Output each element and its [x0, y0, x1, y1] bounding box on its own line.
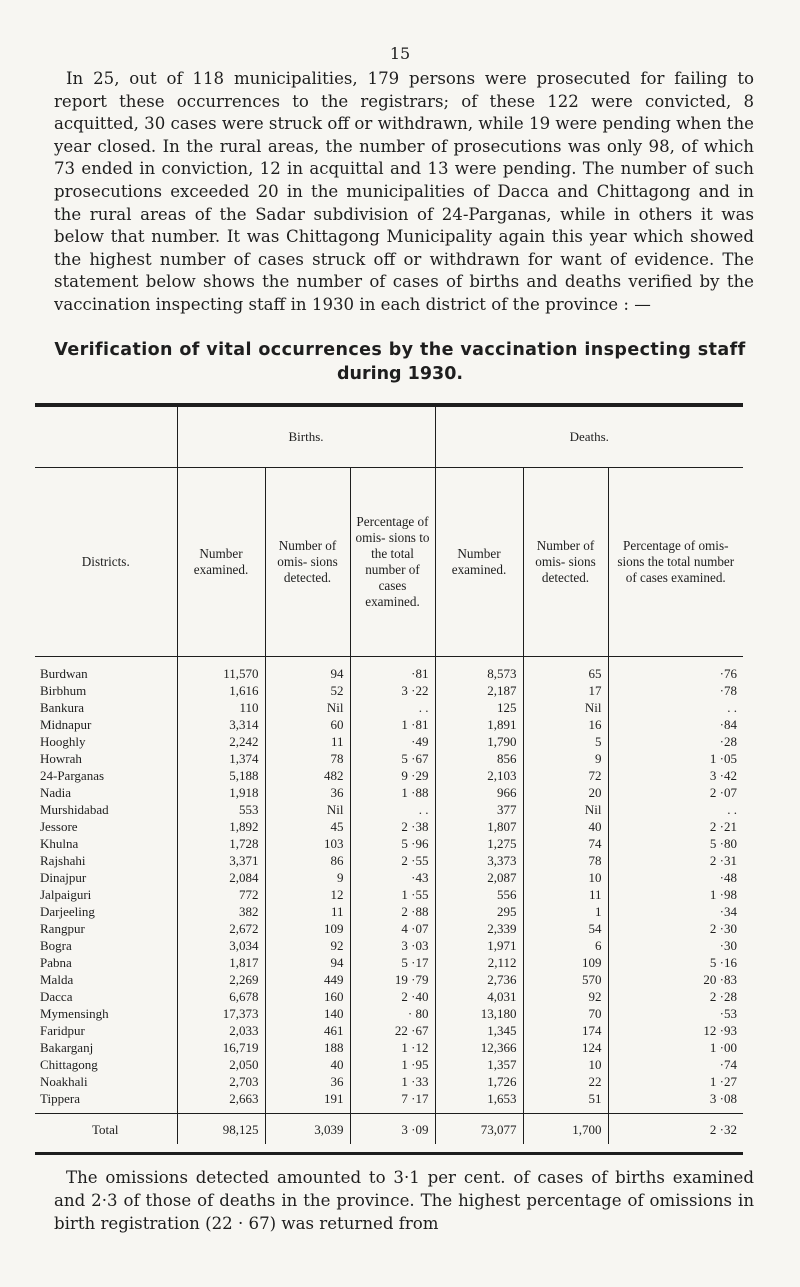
births-detected: 482	[265, 767, 350, 784]
deaths-omissions-detected-header: Number of omis- sions detected.	[523, 468, 608, 657]
deaths-examined: 8,573	[435, 657, 523, 683]
births-percentage: 1 ·88	[350, 784, 435, 801]
deaths-percentage: 2 ·07	[608, 784, 743, 801]
table-row	[35, 750, 743, 767]
district-name: Jalpaiguri	[40, 887, 92, 902]
births-detected: 160	[265, 988, 350, 1005]
table-row	[35, 937, 743, 954]
table-row	[35, 767, 743, 784]
deaths-number-examined-header: Number examined.	[435, 468, 523, 657]
deaths-percentage: 2 ·31	[608, 852, 743, 869]
births-examined: 2,269	[177, 971, 265, 988]
deaths-detected: 10	[523, 1056, 608, 1073]
births-examined: 382	[177, 903, 265, 920]
births-detected: 449	[265, 971, 350, 988]
table-row	[35, 886, 743, 903]
table-row	[35, 699, 743, 716]
table-row	[35, 988, 743, 1005]
deaths-examined: 2,103	[435, 767, 523, 784]
district-name: Faridpur	[40, 1023, 85, 1038]
table-row	[35, 835, 743, 852]
table-body	[35, 657, 743, 1114]
table-title	[0, 338, 800, 386]
deaths-examined: 2,112	[435, 954, 523, 971]
deaths-percentage: 5 ·80	[608, 835, 743, 852]
deaths-percentage: 5 ·16	[608, 954, 743, 971]
births-percentage: 5 ·96	[350, 835, 435, 852]
births-percentage: 3 ·03	[350, 937, 435, 954]
deaths-examined: 2,339	[435, 920, 523, 937]
births-detected: 86	[265, 852, 350, 869]
births-percentage: . .	[350, 801, 435, 818]
deaths-percentage: 1 ·98	[608, 886, 743, 903]
district-name: Hooghly	[40, 734, 86, 749]
district-name: Chittagong	[40, 1057, 98, 1072]
deaths-detected: 124	[523, 1039, 608, 1056]
births-examined: 1,892	[177, 818, 265, 835]
deaths-examined: 377	[435, 801, 523, 818]
table-row	[35, 1090, 743, 1114]
district-name: Birbhum	[40, 683, 87, 698]
district-name: Nadia	[40, 785, 72, 800]
district-name: Rajshahi	[40, 853, 86, 868]
births-detected: 12	[265, 886, 350, 903]
births-detected: 109	[265, 920, 350, 937]
deaths-percentage: ·48	[608, 869, 743, 886]
births-number-examined-header: Number examined.	[177, 468, 265, 657]
deaths-percentage: 3 ·08	[608, 1090, 743, 1114]
district-name: Rangpur	[40, 921, 85, 936]
deaths-percentage: ·28	[608, 733, 743, 750]
births-examined: 1,728	[177, 835, 265, 852]
table-row	[35, 869, 743, 886]
births-detected: 92	[265, 937, 350, 954]
total-births-examined: 98,125	[177, 1114, 265, 1145]
district-name: Khulna	[40, 836, 79, 851]
births-detected: 140	[265, 1005, 350, 1022]
births-detected: Nil	[265, 801, 350, 818]
births-examined: 17,373	[177, 1005, 265, 1022]
deaths-detected: 51	[523, 1090, 608, 1114]
table-row	[35, 733, 743, 750]
deaths-percentage: ·78	[608, 682, 743, 699]
district-name: Jessore	[40, 819, 78, 834]
deaths-detected: 1	[523, 903, 608, 920]
total-label: Total	[35, 1114, 177, 1145]
districts-column-header: Districts.	[35, 468, 177, 657]
births-percentage: 19 ·79	[350, 971, 435, 988]
births-detected: 11	[265, 733, 350, 750]
births-percentage: . .	[350, 699, 435, 716]
deaths-examined: 2,187	[435, 682, 523, 699]
total-row	[35, 1114, 743, 1145]
deaths-examined: 1,653	[435, 1090, 523, 1114]
table-row	[35, 954, 743, 971]
district-name: Noakhali	[40, 1074, 88, 1089]
deaths-examined: 2,736	[435, 971, 523, 988]
births-examined: 772	[177, 886, 265, 903]
births-examined: 3,034	[177, 937, 265, 954]
district-name: Darjeeling	[40, 904, 95, 919]
births-examined: 2,033	[177, 1022, 265, 1039]
table-row	[35, 784, 743, 801]
deaths-detected: 109	[523, 954, 608, 971]
deaths-group-header: Deaths.	[435, 407, 743, 468]
district-name: Mymensingh	[40, 1006, 109, 1021]
births-percentage: ·49	[350, 733, 435, 750]
deaths-examined: 856	[435, 750, 523, 767]
births-percentage: 5 ·67	[350, 750, 435, 767]
deaths-percentage: 1 ·00	[608, 1039, 743, 1056]
births-percentage: 4 ·07	[350, 920, 435, 937]
deaths-percentage: 2 ·30	[608, 920, 743, 937]
births-detected: 94	[265, 954, 350, 971]
table-title-line-2: during 1930.	[336, 364, 464, 384]
deaths-examined: 2,087	[435, 869, 523, 886]
deaths-detected: 5	[523, 733, 608, 750]
district-name: Dinajpur	[40, 870, 87, 885]
births-detected: 78	[265, 750, 350, 767]
deaths-detected: 10	[523, 869, 608, 886]
district-name: Pabna	[40, 955, 72, 970]
deaths-percentage: ·30	[608, 937, 743, 954]
district-name: Howrah	[40, 751, 82, 766]
table-row	[35, 971, 743, 988]
deaths-percentage: ·53	[608, 1005, 743, 1022]
deaths-detected: 40	[523, 818, 608, 835]
births-detected: 9	[265, 869, 350, 886]
deaths-examined: 3,373	[435, 852, 523, 869]
births-percentage: 2 ·38	[350, 818, 435, 835]
deaths-examined: 966	[435, 784, 523, 801]
table-row	[35, 716, 743, 733]
births-percentage: 1 ·81	[350, 716, 435, 733]
deaths-examined: 1,891	[435, 716, 523, 733]
deaths-examined: 1,807	[435, 818, 523, 835]
deaths-detected: 72	[523, 767, 608, 784]
births-examined: 2,050	[177, 1056, 265, 1073]
deaths-examined: 1,971	[435, 937, 523, 954]
births-examined: 1,616	[177, 682, 265, 699]
table-row	[35, 1039, 743, 1056]
deaths-detected: 74	[523, 835, 608, 852]
total-births-percentage: 3 ·09	[350, 1114, 435, 1145]
births-detected: 40	[265, 1056, 350, 1073]
deaths-examined: 4,031	[435, 988, 523, 1005]
table-row	[35, 1022, 743, 1039]
district-name: Tippera	[40, 1091, 80, 1106]
table-row	[35, 920, 743, 937]
births-examined: 2,663	[177, 1090, 265, 1114]
deaths-percentage: 2 ·21	[608, 818, 743, 835]
births-detected: 103	[265, 835, 350, 852]
deaths-detected: 16	[523, 716, 608, 733]
deaths-examined: 1,357	[435, 1056, 523, 1073]
births-examined: 1,817	[177, 954, 265, 971]
deaths-detected: 174	[523, 1022, 608, 1039]
deaths-examined: 1,790	[435, 733, 523, 750]
deaths-detected: 92	[523, 988, 608, 1005]
deaths-examined: 1,275	[435, 835, 523, 852]
births-percentage: 2 ·88	[350, 903, 435, 920]
births-examined: 2,703	[177, 1073, 265, 1090]
district-name: Bogra	[40, 938, 72, 953]
births-detected: Nil	[265, 699, 350, 716]
district-name: Dacca	[40, 989, 73, 1004]
births-examined: 2,084	[177, 869, 265, 886]
table-row	[35, 1005, 743, 1022]
births-percentage-header: Percentage of omis- sions to the total number of cases examined.	[350, 468, 435, 657]
outro-paragraph: The omissions detected amounted to 3·1 per cent. of cases of births examined and 2·3 of those of deaths in the province. The highest percentage of omissions in birth registration (22 · 67) was returned from	[54, 1168, 754, 1233]
table-row	[35, 1056, 743, 1073]
births-percentage: 1 ·12	[350, 1039, 435, 1056]
deaths-percentage: . .	[608, 801, 743, 818]
births-detected: 11	[265, 903, 350, 920]
births-examined: 3,371	[177, 852, 265, 869]
deaths-percentage: ·76	[608, 657, 743, 683]
births-examined: 1,374	[177, 750, 265, 767]
births-detected: 36	[265, 784, 350, 801]
births-detected: 461	[265, 1022, 350, 1039]
district-name: Bakarganj	[40, 1040, 94, 1055]
deaths-examined: 1,726	[435, 1073, 523, 1090]
births-omissions-detected-header: Number of omis- sions detected.	[265, 468, 350, 657]
deaths-detected: 54	[523, 920, 608, 937]
births-percentage: 2 ·55	[350, 852, 435, 869]
deaths-examined: 295	[435, 903, 523, 920]
births-detected: 45	[265, 818, 350, 835]
births-examined: 2,672	[177, 920, 265, 937]
deaths-percentage: 2 ·28	[608, 988, 743, 1005]
blank-header	[35, 407, 177, 468]
births-examined: 110	[177, 699, 265, 716]
births-percentage: 5 ·17	[350, 954, 435, 971]
deaths-detected: 22	[523, 1073, 608, 1090]
total-births-detected: 3,039	[265, 1114, 350, 1145]
deaths-percentage: 1 ·05	[608, 750, 743, 767]
deaths-examined: 125	[435, 699, 523, 716]
district-name: Midnapur	[40, 717, 92, 732]
table-row	[35, 818, 743, 835]
deaths-percentage: . .	[608, 699, 743, 716]
births-examined: 1,918	[177, 784, 265, 801]
intro-paragraph: In 25, out of 118 municipalities, 179 persons were prosecuted for failing to report these occurrences to the registrars; of these 122 were convicted, 8 acquitted, 30 cases were struck off or withdrawn, while 19 were pending when the year closed. In the rural areas, the number of prosecutions was only 98, of which 73 ended in conviction, 12 in acquittal and 13 were pending. The number of such prosecutions exceeded 20 in the municipalities of Dacca and Chittagong and in the rural areas of the Sadar subdivision of 24-Parganas, while in others it was below that number. It was Chittagong Municipality again this year which showed the highest number of cases struck off or withdrawn for want of evidence. The statement below shows the number of cases of births and deaths verified by the vaccination inspecting staff in 1930 in each district of the province : —	[54, 69, 754, 314]
births-examined: 3,314	[177, 716, 265, 733]
table-row	[35, 682, 743, 699]
births-detected: 191	[265, 1090, 350, 1114]
births-percentage: 1 ·55	[350, 886, 435, 903]
births-detected: 60	[265, 716, 350, 733]
deaths-detected: 70	[523, 1005, 608, 1022]
table-bottom-rule	[35, 1152, 743, 1155]
births-percentage: · 80	[350, 1005, 435, 1022]
verification-table	[35, 407, 743, 1144]
deaths-detected: 6	[523, 937, 608, 954]
deaths-detected: Nil	[523, 699, 608, 716]
births-detected: 188	[265, 1039, 350, 1056]
district-name: 24-Parganas	[40, 768, 105, 783]
births-percentage: ·43	[350, 869, 435, 886]
deaths-percentage-header: Percentage of omis- sions the total number of cases examined.	[608, 468, 743, 657]
births-percentage: 7 ·17	[350, 1090, 435, 1114]
table-row	[35, 852, 743, 869]
table-row	[35, 657, 743, 683]
births-percentage: 22 ·67	[350, 1022, 435, 1039]
births-examined: 5,188	[177, 767, 265, 784]
births-detected: 52	[265, 682, 350, 699]
deaths-percentage: ·74	[608, 1056, 743, 1073]
deaths-percentage: ·84	[608, 716, 743, 733]
deaths-examined: 556	[435, 886, 523, 903]
table-row	[35, 801, 743, 818]
births-examined: 553	[177, 801, 265, 818]
deaths-detected: 65	[523, 657, 608, 683]
district-name: Bankura	[40, 700, 85, 715]
deaths-examined: 13,180	[435, 1005, 523, 1022]
deaths-examined: 1,345	[435, 1022, 523, 1039]
table-row	[35, 903, 743, 920]
births-percentage: 3 ·22	[350, 682, 435, 699]
births-percentage: ·81	[350, 657, 435, 683]
births-examined: 6,678	[177, 988, 265, 1005]
deaths-percentage: ·34	[608, 903, 743, 920]
births-percentage: 9 ·29	[350, 767, 435, 784]
births-examined: 16,719	[177, 1039, 265, 1056]
births-detected: 36	[265, 1073, 350, 1090]
births-detected: 94	[265, 657, 350, 683]
deaths-detected: 11	[523, 886, 608, 903]
total-deaths-detected: 1,700	[523, 1114, 608, 1145]
births-group-header: Births.	[177, 407, 435, 468]
deaths-detected: 20	[523, 784, 608, 801]
total-deaths-examined: 73,077	[435, 1114, 523, 1145]
table-title-line-1: Verification of vital occurrences by the vaccination inspecting staff	[54, 340, 746, 360]
births-percentage: 2 ·40	[350, 988, 435, 1005]
births-percentage: 1 ·95	[350, 1056, 435, 1073]
births-percentage: 1 ·33	[350, 1073, 435, 1090]
deaths-percentage: 1 ·27	[608, 1073, 743, 1090]
deaths-detected: Nil	[523, 801, 608, 818]
total-deaths-percentage: 2 ·32	[608, 1114, 743, 1145]
births-examined: 2,242	[177, 733, 265, 750]
deaths-percentage: 20 ·83	[608, 971, 743, 988]
district-name: Murshidabad	[40, 802, 109, 817]
table-row	[35, 1073, 743, 1090]
deaths-percentage: 12 ·93	[608, 1022, 743, 1039]
deaths-examined: 12,366	[435, 1039, 523, 1056]
district-name: Malda	[40, 972, 74, 987]
deaths-detected: 78	[523, 852, 608, 869]
page-number: 15	[389, 44, 411, 63]
births-examined: 11,570	[177, 657, 265, 683]
district-name: Burdwan	[40, 666, 88, 681]
deaths-detected: 17	[523, 682, 608, 699]
deaths-detected: 570	[523, 971, 608, 988]
deaths-percentage: 3 ·42	[608, 767, 743, 784]
deaths-detected: 9	[523, 750, 608, 767]
